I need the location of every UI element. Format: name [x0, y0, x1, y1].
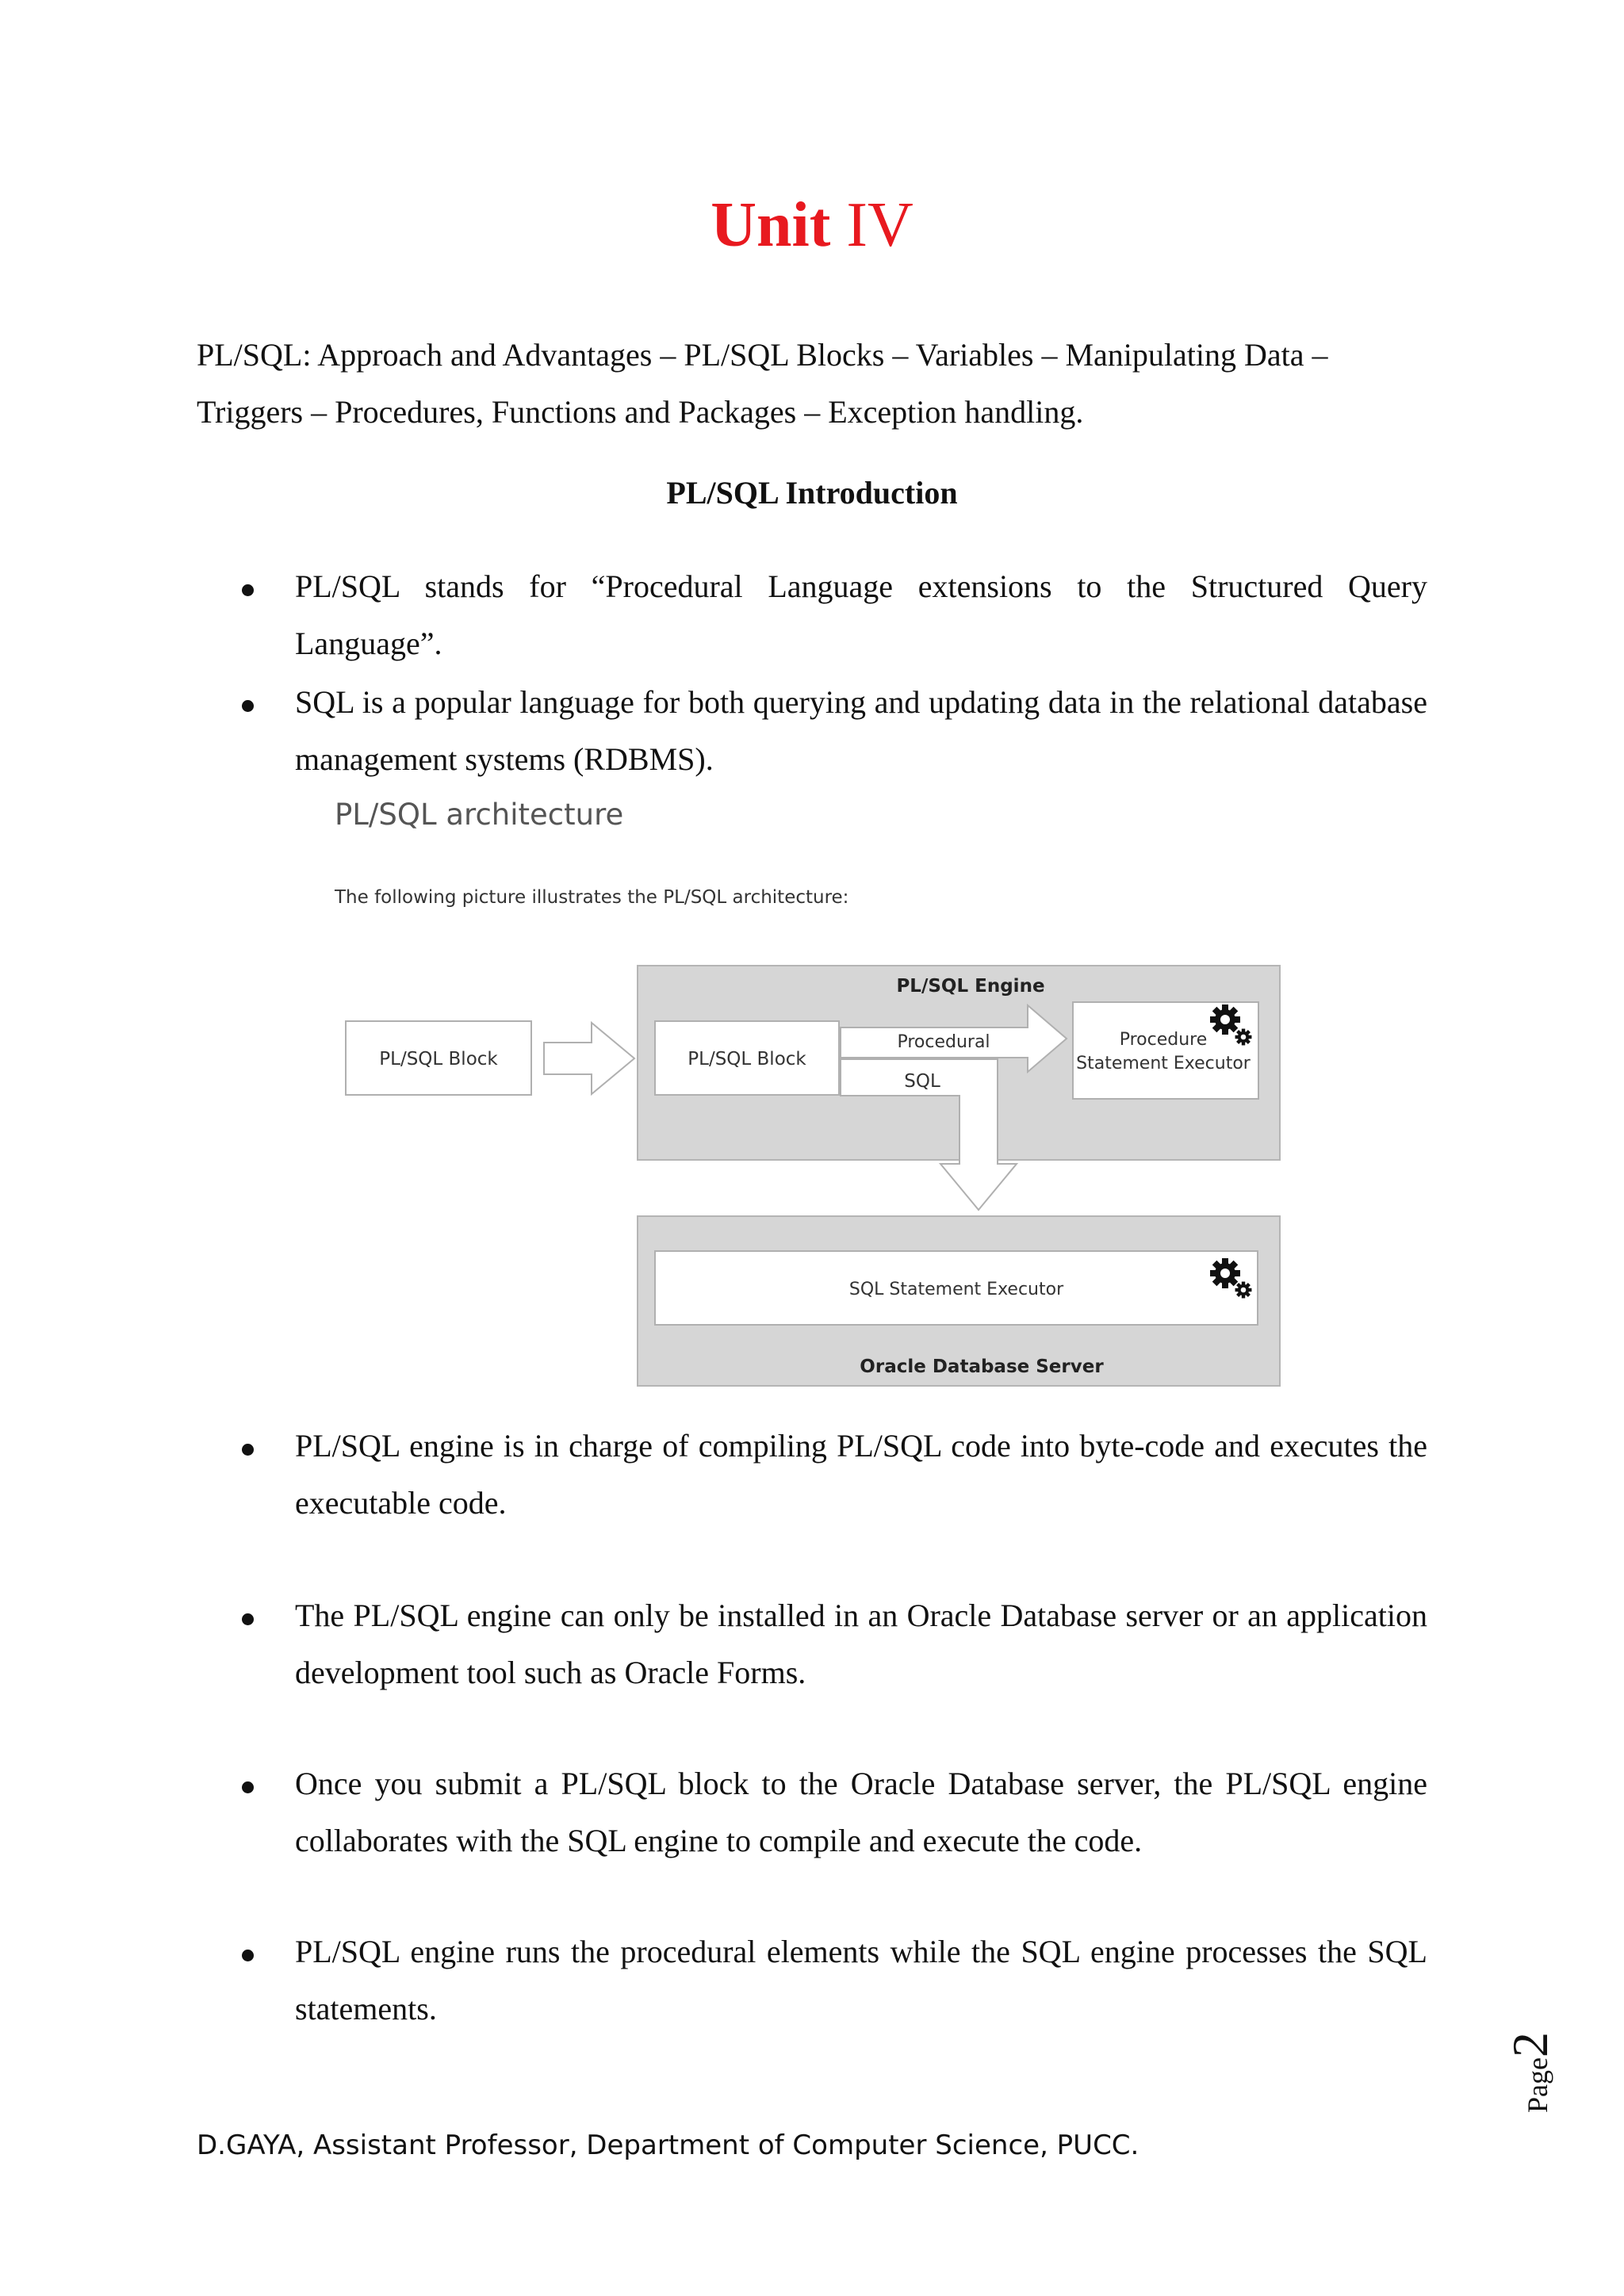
bullet-dot-icon — [242, 1613, 254, 1625]
gear-icon — [1210, 1258, 1240, 1288]
bullet-item — [246, 558, 1427, 672]
procedure-executor-line2: Statement Executor — [1076, 1054, 1251, 1073]
bullet-item — [246, 1587, 1427, 1701]
page-title — [0, 190, 1624, 260]
bullet-dot-icon — [242, 1781, 254, 1793]
page-number — [1502, 1998, 1558, 2113]
plsql-architecture-diagram — [333, 943, 1300, 1399]
bullet-dot-icon — [242, 1444, 254, 1456]
page-number-value: 2 — [1502, 2032, 1558, 2058]
engine-plsql-block-label: PL/SQL Block — [688, 1049, 806, 1070]
sql-statement-executor-label: SQL Statement Executor — [848, 1280, 1064, 1299]
title-number: IV — [830, 190, 914, 260]
architecture-description: The following picture illustrates the PL/SQL architecture: — [335, 887, 849, 908]
bullet-text: PL/SQL engine runs the procedural elements while the SQL engine processes the SQL statements. — [295, 1934, 1427, 2026]
footer-text: D.GAYA, Assistant Professor, Department of Computer Science, PUCC. — [197, 2130, 1139, 2161]
bullet-dot-icon — [242, 584, 254, 596]
syllabus-text: PL/SQL: Approach and Advantages – PL/SQL Blocks – Variables – Manipulating Data – Triggers – Procedures, Functions and Packages – Exception handling. — [197, 337, 1328, 430]
architecture-heading: PL/SQL architecture — [335, 798, 624, 832]
section-heading: PL/SQL Introduction — [666, 475, 958, 511]
gear-small-icon — [1235, 1282, 1252, 1299]
bullet-dot-icon — [242, 700, 254, 712]
plsql-engine-title: PL/SQL Engine — [896, 976, 1045, 997]
procedure-executor-line1: Procedure — [1119, 1030, 1208, 1050]
bullet-text: PL/SQL engine is in charge of compiling PL/SQL code into byte-code and executes the executable code. — [295, 1428, 1427, 1521]
input-plsql-block-label: PL/SQL Block — [379, 1049, 498, 1070]
page-word: Page — [1522, 2057, 1553, 2113]
bullet-text: Once you submit a PL/SQL block to the Oracle Database server, the PL/SQL engine collaborates with the SQL engine to compile and execute the code. — [295, 1766, 1427, 1858]
gear-small-icon — [1235, 1029, 1252, 1046]
input-arrow-icon — [544, 1023, 634, 1094]
bullet-item — [246, 1755, 1427, 1869]
bullet-item — [246, 1418, 1427, 1532]
bullet-text: PL/SQL stands for “Procedural Language extensions to the Structured Query Language”. — [295, 568, 1427, 661]
bullet-item — [246, 674, 1427, 788]
title-unit: Unit — [710, 190, 831, 260]
sql-label: SQL — [904, 1071, 940, 1092]
procedural-label: Procedural — [897, 1032, 990, 1052]
gear-icon — [1210, 1004, 1240, 1035]
oracle-database-server-title: Oracle Database Server — [860, 1357, 1104, 1377]
bullet-text: SQL is a popular language for both querying and updating data in the relational database management systems (RDBMS). — [295, 684, 1427, 777]
bullet-text: The PL/SQL engine can only be installed in an Oracle Database server or an application development tool such as Oracle Forms. — [295, 1598, 1427, 1690]
bullet-dot-icon — [242, 1950, 254, 1961]
bullet-item — [246, 1923, 1427, 2038]
